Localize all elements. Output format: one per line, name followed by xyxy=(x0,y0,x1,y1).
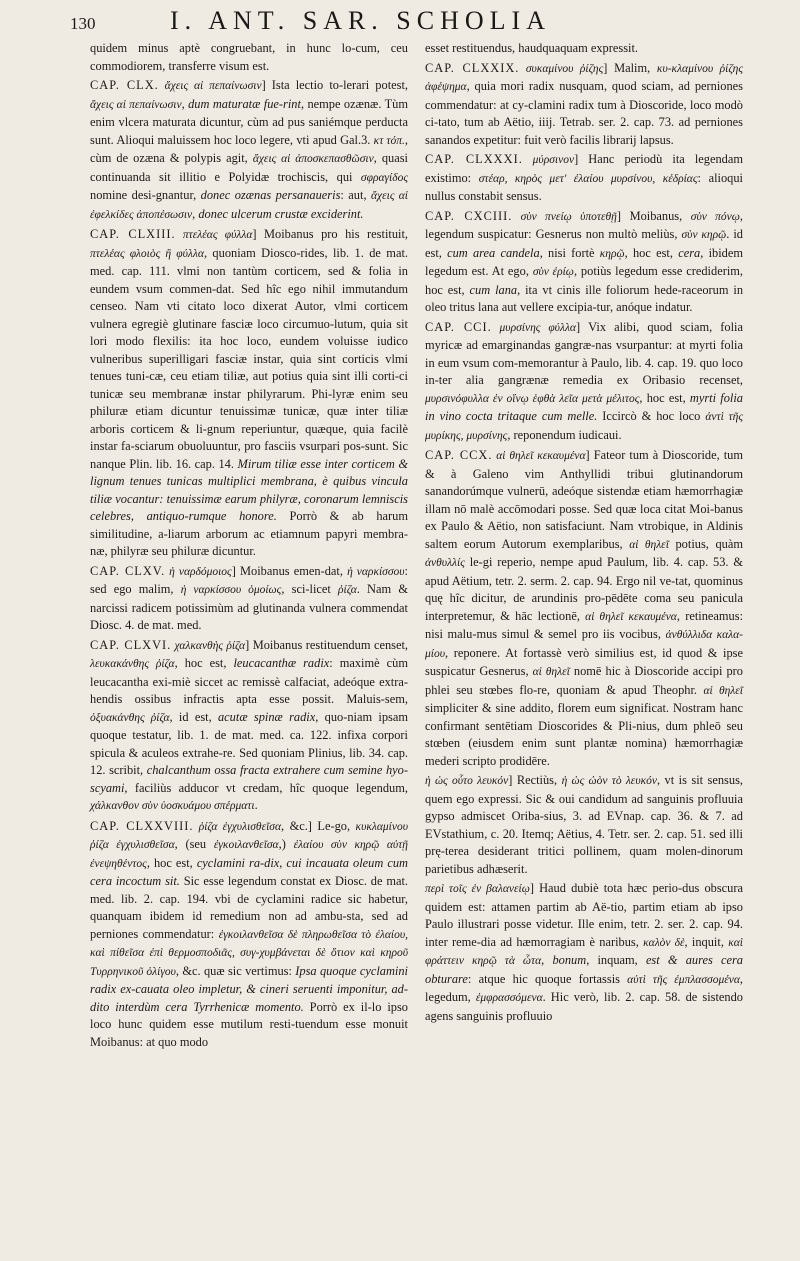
text-segment: nomine desi-gnantur, xyxy=(90,188,201,202)
text-segment: simpliciter & sine addito, florem eum significat. Nostram hanc confirmant sentētiam Dioscorides & Pli-nius, dum phleō seu stœben (eiusdem enim sunt plantæ nomina) hæmorrhagiæ mederi scripto prodidēre. xyxy=(425,701,743,768)
greek-text: σφραγίδος xyxy=(360,171,408,184)
text-segment: : sed ego malim, xyxy=(90,563,408,596)
chapter-ref: CAP. CLXXVIII. xyxy=(90,818,194,833)
text-segment: ] Rectiùs, xyxy=(508,773,562,787)
greek-text: ἀνθύλλιδα καλα-μίου xyxy=(425,629,743,660)
greek-text: αἱ θηλεῖ xyxy=(532,666,570,678)
text-segment: quidem minus aptè congruebant, in hunc lo-cum, ceu commodiorem, transferre visum est. xyxy=(90,41,408,73)
italic-text: est & aures cera obturare xyxy=(425,953,743,986)
text-segment: , legendum suspicatur: Gesnerus non multò meliùs, xyxy=(425,208,744,241)
greek-text: πτελέας φύλλα xyxy=(175,229,253,241)
text-segment: , ibidem legedum est. At ego, xyxy=(425,245,743,278)
greek-text: πτελέας φλοιὸς ἢ φύλλα xyxy=(90,247,204,260)
text-segment: Sic esse legendum constat ex Diosc. de mat. med. lib. 2. cap. 194. vbi de cyclamini radice sic habetur, quanquam ibidem id remedium non ad ambu-sta, sed ad perniones commendatur: xyxy=(90,874,408,941)
text-segment: , nisi fortè xyxy=(539,245,600,260)
text-segment: , ita vt cinis ille foliorum hede-raceorum in oleo tritus lana aut vellere excipia-tur, anóque indatur. xyxy=(425,282,744,314)
paragraph xyxy=(425,60,743,150)
text-segment: , quia mori radix nusquam, quod sciam, ad perniones commendatur: at cy-clamini radix tum à Dioscoride, loco modò ci-tato, tum ab Aëtio, iiij. Tetrab. ser. 2. cap. 73. ad perniones sanandos expetitur: fuit verò facilis librarij lapsus. xyxy=(425,79,743,147)
greek-text: σὺν ἐρίῳ xyxy=(532,266,574,278)
greek-text: σὺν κηρῷ xyxy=(681,229,727,241)
paragraph xyxy=(425,40,743,58)
greek-text: ἡ ναρδόμοιος xyxy=(165,565,232,578)
greek-text: ἡ ναρκίσσου xyxy=(347,565,405,578)
text-segment: le-gi reperio, nempe apud Paulum, lib. 4. cap. 53. & apud Aëtium, tetr. 2. serm. 2. cap. 94. Ergo nil ve-tat, quominus quę hîc dicitur, de arundinis pro-pēdēte coma seu panicula interpretemur, & hāc lectionē, xyxy=(425,555,743,623)
italic-text: myrti folia in vino cocta tritaque cum melle. xyxy=(425,390,743,423)
text-segment: , vt is sit sensus, quem ego expressi. Sic & oui candidum ad sanguinis profluuia gypso admiscet Oriba-sius, 3. ad EVnap. cap. 36. & 7. ad EVstathium, c. 20. Itemq; Aëtius, 4. Tetr. ser. 2. cap. 51. sed illi prę-terea desiderant tritici pollinem, quam molen-dinorum parietibus adhæserit. xyxy=(425,773,743,876)
greek-text: κυκλαμίνου ῥίζα ἐγχυλισθεῖσα xyxy=(90,820,408,851)
greek-text: ἐγκοιλανθεῖσα δὲ πληρωθεῖσα τὸ ἐλαίου, καὶ πίθεῖσα ἐπὶ θερμοσποδιᾶς, συγ-χυμβάνεται δὲ ὅτιον καὶ κηροῦ Τυρρηνικοῦ ὀλίγου xyxy=(90,928,409,978)
text-segment: , id est, xyxy=(169,709,218,724)
text-segment: ] Haud dubiè tota hæc perio-dus obscura quidem est: attamen partim ab Aë-tio, partim etiam ab ipso Paulo illustrari posse videtur. Ille enim, tetr. 2. ser. 2. cap. 94. inter reme-dia ad hæmorragiam è naribus, xyxy=(425,881,744,949)
paragraph xyxy=(425,880,743,1025)
text-segment: , xyxy=(541,953,553,967)
greek-text: χάλκανθον σὺν ὑοσκυάμου σπέρματι xyxy=(90,800,255,812)
chapter-ref: CAP. CLXV. xyxy=(90,563,166,578)
greek-text: στέαρ, κηρὸς μετ' ἐλαίου μυρσίνου, κέδρίας xyxy=(478,172,698,185)
text-segment: , xyxy=(192,206,199,221)
greek-text: μύρσινον xyxy=(522,154,575,166)
italic-text: leucacanthæ radix xyxy=(233,656,330,670)
italic-text: cum lana xyxy=(469,282,518,297)
greek-text: περὶ τοῖς ἐν βαλανείῳ xyxy=(425,883,530,895)
greek-text: καὶ φράττειν κηρῷ τὰ ὦτα xyxy=(425,936,743,967)
greek-text: σὺν πνείῳ ὑποτεθῇ xyxy=(512,210,617,223)
text-segment: ] Moibanus pro his restituit, xyxy=(252,227,409,241)
text-segment: , retineamus: nisi malu-mus simul & semel pro iis vocibus, xyxy=(425,608,744,641)
chapter-ref: CAP. CLXVI. xyxy=(90,637,172,652)
paragraph xyxy=(425,447,743,770)
text-segment: ] Hanc periodù ita legendam existimo: xyxy=(425,152,744,185)
text-segment: ] Moibanus restituendum censet, xyxy=(245,637,409,652)
text-segment: : aut, xyxy=(340,188,372,202)
text-segment: ] Moibanus emen-dat, xyxy=(231,563,348,578)
page-number: 130 xyxy=(70,14,96,33)
text-segment: : maximè cùm leucacantha exi-miè siccet ac remissè calfaciat, adeóque extra-hendis ossibus infractis apta esse possit. Maluis-sem, xyxy=(90,656,408,706)
text-segment: Iccircò & hoc loco xyxy=(597,409,706,423)
text-segment: , hoc est, xyxy=(639,390,690,405)
greek-text: ῥίζα xyxy=(338,584,357,596)
greek-text: μυρσινόφυλλα ἐν οἴνῳ ἑφθὰ λεῖα μετὰ μέλιτος xyxy=(425,392,640,405)
text-segment: , quasi continuanda sit illitio e Polyidæ trochiscis, qui xyxy=(90,151,408,184)
greek-text: αἱ θηλεῖ xyxy=(703,684,744,697)
chapter-ref: CAP. CXCIII. xyxy=(425,208,513,223)
text-segment: , reponere. At fortassè verò similius est, id quod & ipse suspicatur Gesnerus, xyxy=(425,645,743,678)
text-segment: : alioqui nullus constabit sensus. xyxy=(425,170,743,203)
text-segment: nomē hic à Dioscoride accipi pro phlei seu stœbes flo-re, quoniam & apud Theophr. xyxy=(425,664,743,697)
greek-text: κυ-κλαμίνου ῥίζης ἀφέψημα xyxy=(425,62,744,93)
text-segment: . id est, xyxy=(425,227,744,260)
chapter-ref: CAP. CCI. xyxy=(425,319,492,334)
text-segment: , &c.] Le-go, xyxy=(281,818,356,833)
text-segment: , (seu xyxy=(174,837,214,851)
left-text-column xyxy=(90,40,408,1053)
chapter-ref: CAP. CLXXXI. xyxy=(425,152,523,166)
greek-text: κηρῷ xyxy=(599,247,625,260)
text-segment: ] Ista lectio to-lerari potest, xyxy=(261,78,409,92)
text-segment: , quo-niam ipsam quoque testatur, lib. 1. de mat. med. ca. 122. infixa corpori spicula & aculeos extrahe-re. Sed quoniam Plinius, lib. 34. cap. 12. scribit, xyxy=(90,709,409,777)
text-segment: : atque hic quoque fortassis xyxy=(467,971,628,986)
chapter-ref: CAP. CCX. xyxy=(425,448,493,462)
paragraph xyxy=(425,319,743,446)
text-segment: , nempe ozænæ. Tùm enim vlcera maturata dicuntur, cùm ad pus saniémque perducta sunt. Alioqui maluissem hoc loco legere, vti apud Gal.3. xyxy=(90,96,409,147)
greek-text: αἱ θηλεῖ xyxy=(629,538,669,551)
text-segment: ] Moibanus, xyxy=(616,208,691,223)
italic-text: donec ozænas persanaueris xyxy=(200,188,341,202)
text-segment: , reponendum iudicaui. xyxy=(507,427,622,442)
italic-text: acutæ spinæ radix xyxy=(217,709,316,724)
paragraph xyxy=(90,563,408,635)
greek-text: αἱ θηλεῖ κεκαυμένα xyxy=(492,450,586,462)
chapter-ref: CAP. CLX. xyxy=(90,78,159,92)
paragraph xyxy=(425,151,743,206)
italic-text: , dum maturatæ fue-rint xyxy=(181,96,301,111)
greek-text: σὺν πόνῳ xyxy=(690,210,740,223)
paragraph xyxy=(425,208,743,317)
greek-text: συκαμίνου ῥίζης xyxy=(519,62,604,75)
greek-text: ἐλαίου σὺν κηρῷ αὐτῇ ἐνεψηθέντος xyxy=(90,839,408,870)
greek-text: ἡ ναρκίσσου ὁμοίως xyxy=(180,584,282,596)
greek-text: μυρσίνης φύλλα xyxy=(491,321,576,334)
greek-text: χαλκανθὴς ῥίζα xyxy=(171,639,246,652)
text-segment: , sci-licet xyxy=(281,582,339,596)
paragraph xyxy=(90,226,408,561)
text-segment: ] Vix alibi, quod sciam, folia myricæ ad emarginandas gangræ-nas vsurpantur: at myrti folia in eum vsum com-memorantur à Paulo, lib. 4. cap. 19. quo loco in-ter alia gangrænæ remedia ex Oribasio recenset, xyxy=(425,319,743,387)
italic-text: cyclamini ra-dix, cui incauata oleum cum cera incoctum sit. xyxy=(90,855,408,888)
italic-text: Ipsa quoque cyclamini radix ex-cauata oleo impletur, & cineri seruenti imponitur, ad-dito interdùm cera Tyrrhenicæ momento. xyxy=(90,963,408,1014)
greek-text: ἀντὶ τῆς μυρίκης, μυρσίνης xyxy=(425,411,743,442)
greek-text: ἀνθυλλίς xyxy=(425,557,465,569)
text-segment: , legedum, xyxy=(425,971,743,1004)
text-segment: , inquam, xyxy=(586,953,646,967)
text-segment: . xyxy=(254,798,258,812)
chapter-ref: CAP. CLXXIX. xyxy=(425,60,520,75)
italic-text: cum area candela xyxy=(447,245,540,260)
italic-text: donec ulcerum crustæ exciderint. xyxy=(198,206,364,221)
text-segment: , faciliùs adducor vt credam, hîc quoque legendum, xyxy=(124,780,408,795)
text-segment: Porrò & ab harum similitudine, a-liarum arborum ac etiamnum papyri membra-næ, philyræ seu philuræ dicuntur. xyxy=(90,509,408,558)
greek-text: ὀξυακάνθης ῥίζα xyxy=(90,711,170,724)
text-segment: , hoc est, xyxy=(174,656,234,670)
text-segment: potius, quàm xyxy=(668,536,743,551)
text-segment: , hoc est, xyxy=(146,855,197,870)
text-segment: , quoniam Diosco-rides, lib. 1. de mat. med. cap. 111. vlmi non tantùm corticem, sed & folia in eundem vsum commen-dat. Sed hîc ego nihil immutandum censeo. Nam vti citato loco dixerat Autor, vlmi corticem vulnera egregiè glutinare fasciæ loco circumuo-lutum, quia sit lori modo flexilis: ita hoc loco, eundem voluisse iudico vulneribus superilligari fasciæ instar, quia sint corticis vlmi tenues tuni-cæ, ceu etiam tiliæ, aut potius quia sint illi corti-ci tunicæ seu membranæ instar philyrarum. Phi-lyræ enim seu philuræ etiam dicuntur tenuissimæ tunicæ, quæ inter tiliæ arboris corticem & li-gnum reperiuntur, quæque, quia facilè instar fa-sciarum obuoluuntur, pro fasciis vsurpari pos-sunt. Sic nanque Plin. lib. 16. cap. 14. xyxy=(90,245,408,471)
paragraph xyxy=(90,40,408,75)
text-segment: esset restituendus, haudquaquam expressit. xyxy=(425,41,639,55)
text-segment: , potiùs legedum esse crediderim, hoc est, xyxy=(425,264,743,297)
text-segment: Porrò ex il-lo ipso loco hunc quidem esse mutilum resti-tuendum esse monuit Moibanus: at quo modo xyxy=(90,999,408,1049)
greek-text: αὐτὶ τῆς ἐμπλασσομένα xyxy=(627,973,740,986)
greek-text: ἄχεις αἱ πεπαίνωσιν xyxy=(90,98,182,111)
italic-text: bonum xyxy=(552,953,587,967)
paragraph xyxy=(90,77,408,224)
greek-text: ἄχεις αἱ ἐφελκίδες ἀποπέσωσιν xyxy=(90,190,408,221)
greek-text: αἱ θηλεῖ κεκαυμένα xyxy=(585,610,677,623)
running-title: I. ANT. SAR. SCHOLIA xyxy=(170,6,551,35)
greek-text: καλὸν δὲ xyxy=(643,936,685,949)
text-segment: , hoc est, xyxy=(624,245,679,260)
paragraph xyxy=(90,818,408,1052)
paragraph xyxy=(425,772,743,878)
text-segment: ] Malim, xyxy=(603,60,657,75)
greek-text: ἡ ὡς ὠὸν τὸ λευκόν xyxy=(561,775,657,787)
greek-text: κτ τόπ. xyxy=(373,134,405,147)
text-segment: ,) xyxy=(278,837,294,851)
chapter-ref: CAP. CLXIII. xyxy=(90,227,176,241)
greek-text: ἄχεις αἱ ἀποσκεπασθῶσιν xyxy=(252,153,374,165)
greek-text: ἄχεις αἱ πεπαίνωσιν xyxy=(158,80,262,92)
greek-text: ἡ ὡς οὖτο λευκόν xyxy=(425,775,509,787)
greek-text: λευκακάνθης ῥίζα xyxy=(90,658,175,670)
text-segment: , inquit, xyxy=(684,934,729,949)
text-segment: , cùm de ozæna & polypis agit, xyxy=(90,132,408,165)
greek-text: ἐμφρασσόμενα xyxy=(475,992,543,1004)
page-header xyxy=(70,6,750,36)
greek-text: ἐγκοιλανθεῖσα xyxy=(213,839,279,851)
italic-text: cera xyxy=(678,245,701,260)
greek-text: ῥίζα ἐγχυλισθεῖσα xyxy=(193,820,282,833)
italic-text: Mirum tiliæ esse inter corticem & lignum tenues tunicas multiplici membrana, è quibus vincula tiliæ vocantur: tenuissimæ earum philyræ, coronarum lemniscis celebres, antiquo-rumque honore. xyxy=(90,456,408,523)
text-segment: , &c. quæ sic vertimus: xyxy=(175,963,296,978)
italic-text: chalcanthum ossa fracta extrahere cum semine hyo-scyami xyxy=(90,763,408,795)
paragraph xyxy=(90,637,408,816)
text-segment: . Hic verò, lib. 2. cap. 58. de sistendo agens sanguinis profluuio xyxy=(425,990,743,1023)
right-text-column xyxy=(425,40,743,1027)
text-segment: . Nam & narcissi radicem potissimùm ad glutinanda vulnera commendat Diosc. 4. de mat. med. xyxy=(90,582,408,632)
text-segment: ] Fateor tum à Dioscoride, tum & à Galeno vim Anthyllidi tribui glutinandorum sanandorúmque vulnerū, adeóque sistendæ etiam hæmorrhagiæ illam nō malè accōmodari posse. Sed quæ loca citat Moi-banus ex Paulo & Aëtio, non satisfaciunt. Nam vtrobique, in Aldinis saltem eorum Autorum exemplaribus, xyxy=(425,448,744,551)
